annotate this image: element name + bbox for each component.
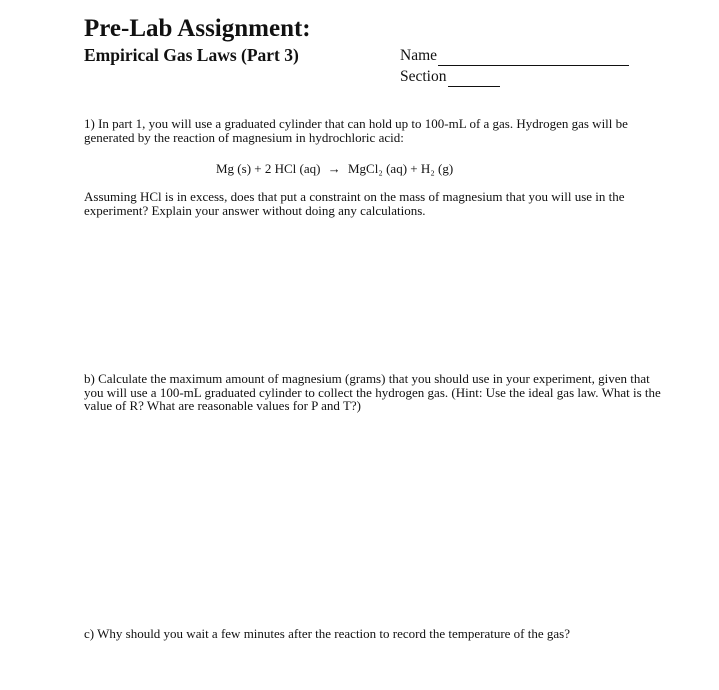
section-field[interactable]: [400, 67, 500, 87]
name-blank-line[interactable]: [438, 50, 629, 66]
name-label: Name: [400, 47, 438, 64]
chemical-equation: [216, 161, 453, 177]
page-title: Pre-Lab Assignment:: [84, 15, 311, 42]
section-label: Section: [400, 68, 447, 85]
name-field[interactable]: [400, 46, 629, 66]
question-1-intro: 1) In part 1, you will use a graduated cylinder that can hold up to 100-mL of a gas. Hydrogen gas will be generated by the reaction of magnesium in hydrochloric acid:: [84, 116, 628, 145]
reaction-arrow-icon: →: [327, 161, 341, 176]
equation-reactants: Mg (s) + 2 HCl (aq): [216, 161, 321, 176]
section-blank-line[interactable]: [448, 71, 500, 87]
question-1c: c) Why should you wait a few minutes after the reaction to record the temperature of the gas?: [84, 626, 570, 641]
question-1b: b) Calculate the maximum amount of magnesium (grams) that you should use in your experiment, given that you will use a 100-mL graduated cylinder to collect the hydrogen gas. (Hint: Use the ideal gas law. What is the value of R? What are reasonable values for P and T?): [84, 371, 661, 413]
page-subtitle: Empirical Gas Laws (Part 3): [84, 45, 299, 65]
question-1a: Assuming HCl is in excess, does that put a constraint on the mass of magnesium that you will use in the experiment? Explain your answer without doing any calculations.: [84, 189, 625, 218]
equation-products: MgCl₂ (aq) + H₂ (g): [347, 161, 454, 176]
